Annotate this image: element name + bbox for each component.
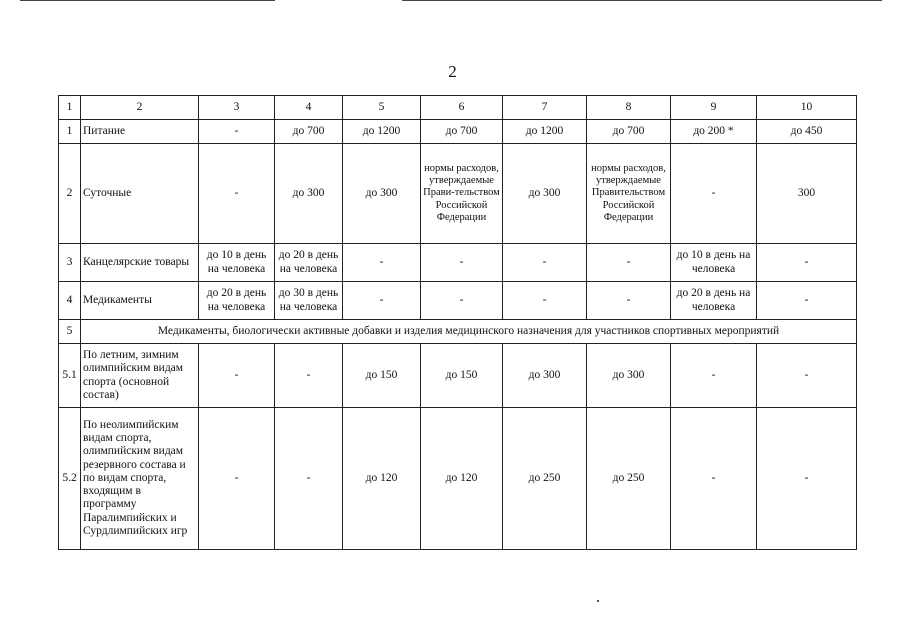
table-cell: -: [587, 282, 671, 320]
table-cell: до 20 в день на человека: [671, 282, 757, 320]
table-cell: до 300: [503, 144, 587, 244]
table-cell: до 30 в день на человека: [275, 282, 343, 320]
table-row: [59, 344, 857, 408]
row-number: 2: [59, 144, 81, 244]
row-name: По летним, зимним олимпийским видам спорта (основной состав): [81, 344, 199, 408]
row-number: 1: [59, 120, 81, 144]
header-cell: 9: [671, 96, 757, 120]
table-cell: до 150: [421, 344, 503, 408]
expense-norms-table: [58, 95, 857, 550]
row-name: Медикаменты: [81, 282, 199, 320]
table-cell: -: [757, 408, 857, 550]
table-cell: -: [199, 344, 275, 408]
table-cell: до 120: [421, 408, 503, 550]
table-row: [59, 244, 857, 282]
table-cell: до 20 в день на человека: [199, 282, 275, 320]
header-cell: 10: [757, 96, 857, 120]
table-cell: 300: [757, 144, 857, 244]
table-row: [59, 144, 857, 244]
table-cell: до 10 в день на человека: [671, 244, 757, 282]
table-cell: до 150: [343, 344, 421, 408]
row-name: По неолимпийским видам спорта, олимпийским видам резервного состава и по видам спорта, входящим в программу Паралимпийских и Сурдлимпийских игр: [81, 408, 199, 550]
table-cell: до 250: [503, 408, 587, 550]
page-number: 2: [448, 62, 457, 81]
header-cell: 8: [587, 96, 671, 120]
scan-edge-line-left: [20, 0, 275, 1]
table-cell: до 120: [343, 408, 421, 550]
row-number: 4: [59, 282, 81, 320]
row-name: Канцелярские товары: [81, 244, 199, 282]
row-number: 3: [59, 244, 81, 282]
table-cell: -: [421, 282, 503, 320]
table-cell: -: [343, 244, 421, 282]
table-cell: до 250: [587, 408, 671, 550]
table-row: [59, 408, 857, 550]
row-number: 5: [59, 320, 81, 344]
row-name: Питание: [81, 120, 199, 144]
table-cell: -: [199, 408, 275, 550]
table-cell: до 300: [587, 344, 671, 408]
row-name: Суточные: [81, 144, 199, 244]
header-cell: 4: [275, 96, 343, 120]
table-cell: до 1200: [503, 120, 587, 144]
table-cell: до 300: [275, 144, 343, 244]
table-cell: -: [275, 344, 343, 408]
table-cell: -: [671, 144, 757, 244]
table-cell: до 1200: [343, 120, 421, 144]
row-number: 5.2: [59, 408, 81, 550]
table-cell: до 10 в день на человека: [199, 244, 275, 282]
scan-speck: [597, 600, 599, 602]
table-cell: -: [503, 282, 587, 320]
table-cell: -: [275, 408, 343, 550]
scan-edge-line-right: [402, 0, 882, 1]
table-cell: -: [671, 408, 757, 550]
table-cell: нормы расходов, утверждаемые Правительством Российской Федерации: [587, 144, 671, 244]
header-cell: 3: [199, 96, 275, 120]
table-cell: до 20 в день на человека: [275, 244, 343, 282]
header-cell: 7: [503, 96, 587, 120]
table-cell: до 450: [757, 120, 857, 144]
header-cell: 1: [59, 96, 81, 120]
table-cell: до 300: [343, 144, 421, 244]
header-cell: 5: [343, 96, 421, 120]
table-cell: -: [503, 244, 587, 282]
table-cell: -: [343, 282, 421, 320]
table-cell: -: [421, 244, 503, 282]
table-cell: -: [671, 344, 757, 408]
section-title: Медикаменты, биологически активные добавки и изделия медицинского назначения для участников спортивных мероприятий: [81, 320, 857, 344]
table-cell: -: [587, 244, 671, 282]
table-cell: -: [757, 282, 857, 320]
section-row: [59, 320, 857, 344]
header-cell: 6: [421, 96, 503, 120]
header-cell: 2: [81, 96, 199, 120]
table-cell: нормы расходов, утверждаемые Прави-тельством Российской Федерации: [421, 144, 503, 244]
table-cell: до 700: [275, 120, 343, 144]
row-number: 5.1: [59, 344, 81, 408]
header-row: [59, 96, 857, 120]
table-row: [59, 282, 857, 320]
table-cell: -: [757, 344, 857, 408]
table-cell: -: [757, 244, 857, 282]
table-row: [59, 120, 857, 144]
table-cell: до 700: [421, 120, 503, 144]
table-cell: до 300: [503, 344, 587, 408]
table-cell: до 700: [587, 120, 671, 144]
table-cell: -: [199, 120, 275, 144]
table-cell: до 200 *: [671, 120, 757, 144]
table-cell: -: [199, 144, 275, 244]
